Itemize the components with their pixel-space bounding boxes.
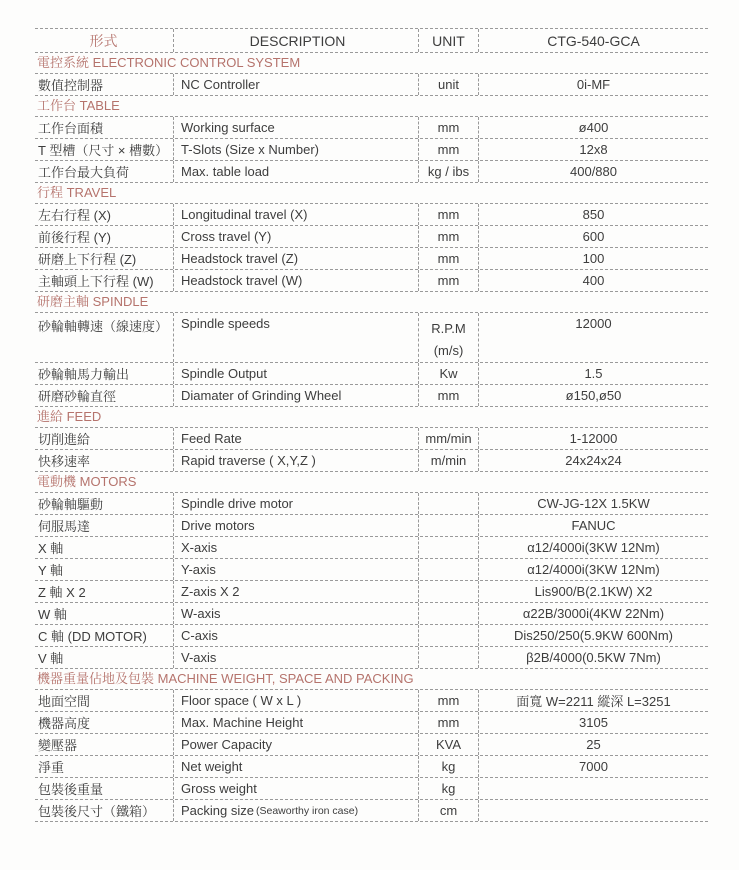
table-row bbox=[35, 493, 708, 515]
row-unit: mm bbox=[418, 270, 478, 291]
row-label-zh: T 型槽（尺寸 × 槽數） bbox=[38, 143, 169, 158]
row-value: 25 bbox=[478, 734, 708, 755]
row-description: Drive motors bbox=[173, 515, 418, 536]
row-description: T-Slots (Size x Number) bbox=[173, 139, 418, 160]
row-description: Feed Rate bbox=[173, 428, 418, 449]
table-row bbox=[35, 270, 708, 292]
row-label-zh: 砂輪軸驅動 bbox=[38, 497, 104, 512]
row-unit: mm bbox=[418, 226, 478, 247]
row-value: 0i-MF bbox=[478, 74, 708, 95]
row-value: Lis900/B(2.1KW) X2 bbox=[478, 581, 708, 602]
row-description: Rapid traverse ( X,Y,Z ) bbox=[173, 450, 418, 471]
row-description: Longitudinal travel (X) bbox=[173, 204, 418, 225]
row-label-zh: Z 軸 X 2 bbox=[38, 585, 86, 600]
table-row bbox=[35, 74, 708, 96]
row-value bbox=[478, 778, 708, 799]
row-value bbox=[478, 800, 708, 821]
row-label-zh: 包裝後重量 bbox=[38, 782, 104, 797]
row-unit: mm/min bbox=[418, 428, 478, 449]
row-unit: mm bbox=[418, 712, 478, 733]
row-value: 面寬 W=2211 縱深 L=3251 bbox=[478, 690, 708, 711]
row-label-zh: 前後行程 (Y) bbox=[38, 230, 111, 245]
row-value: FANUC bbox=[478, 515, 708, 536]
row-description: Floor space ( W x L ) bbox=[173, 690, 418, 711]
row-unit bbox=[418, 647, 478, 668]
row-value: 24x24x24 bbox=[478, 450, 708, 471]
row-description: Max. Machine Height bbox=[173, 712, 418, 733]
row-unit bbox=[418, 581, 478, 602]
row-unit: R.P.M (m/s) bbox=[418, 313, 478, 362]
row-value: 400/880 bbox=[478, 161, 708, 182]
section-header: 研磨主軸 SPINDLE bbox=[35, 292, 708, 313]
row-description-note: (Seaworthy iron case) bbox=[255, 804, 359, 817]
table-row bbox=[35, 690, 708, 712]
section-header: 電動機 MOTORS bbox=[35, 472, 708, 493]
row-value: 100 bbox=[478, 248, 708, 269]
row-unit: mm bbox=[418, 248, 478, 269]
row-value: 12000 bbox=[478, 313, 708, 362]
row-value: 1.5 bbox=[478, 363, 708, 384]
table-row bbox=[35, 385, 708, 407]
table-row bbox=[35, 625, 708, 647]
row-unit: cm bbox=[418, 800, 478, 821]
row-label-zh: V 軸 bbox=[38, 651, 64, 666]
row-value: 12x8 bbox=[478, 139, 708, 160]
row-description: V-axis bbox=[173, 647, 418, 668]
row-unit bbox=[418, 559, 478, 580]
row-unit: mm bbox=[418, 204, 478, 225]
row-label-zh: X 軸 bbox=[38, 541, 64, 556]
table-row bbox=[35, 450, 708, 472]
row-unit: mm bbox=[418, 117, 478, 138]
row-value: α22B/3000i(4KW 22Nm) bbox=[478, 603, 708, 624]
row-value: β2B/4000(0.5KW 7Nm) bbox=[478, 647, 708, 668]
row-label-zh: 快移速率 bbox=[38, 454, 91, 469]
row-label-zh: 包裝後尺寸（鐵箱） bbox=[38, 804, 156, 819]
row-unit: unit bbox=[418, 74, 478, 95]
row-description: Packing size (Seaworthy iron case) bbox=[173, 800, 418, 821]
row-unit: mm bbox=[418, 385, 478, 406]
row-unit: Kw bbox=[418, 363, 478, 384]
section-header: 行程 TRAVEL bbox=[35, 183, 708, 204]
row-value: CW-JG-12X 1.5KW bbox=[478, 493, 708, 514]
row-description: Headstock travel (W) bbox=[173, 270, 418, 291]
row-description: Spindle drive motor bbox=[173, 493, 418, 514]
row-description: Headstock travel (Z) bbox=[173, 248, 418, 269]
row-value: 1-12000 bbox=[478, 428, 708, 449]
section-header: 機器重量佔地及包裝 MACHINE WEIGHT, SPACE AND PACKING bbox=[35, 669, 708, 690]
row-value: Dis250/250(5.9KW 600Nm) bbox=[478, 625, 708, 646]
row-label-zh: 伺服馬達 bbox=[38, 519, 91, 534]
row-value: α12/4000i(3KW 12Nm) bbox=[478, 537, 708, 558]
row-description: Spindle Output bbox=[173, 363, 418, 384]
table-row bbox=[35, 161, 708, 183]
row-unit: mm bbox=[418, 139, 478, 160]
row-description: Working surface bbox=[173, 117, 418, 138]
row-value: 400 bbox=[478, 270, 708, 291]
row-label-zh: 砂輪軸馬力輸出 bbox=[38, 367, 130, 382]
row-label-zh: C 軸 (DD MOTOR) bbox=[38, 629, 147, 644]
table-row bbox=[35, 647, 708, 669]
table-row bbox=[35, 313, 708, 363]
row-description: Gross weight bbox=[173, 778, 418, 799]
row-unit: mm bbox=[418, 690, 478, 711]
row-unit bbox=[418, 515, 478, 536]
row-description: Net weight bbox=[173, 756, 418, 777]
table-row bbox=[35, 428, 708, 450]
row-description: Spindle speeds bbox=[173, 313, 418, 362]
table-row bbox=[35, 363, 708, 385]
row-label-zh: 地面空間 bbox=[38, 694, 91, 709]
header-model-value: CTG-540-GCA bbox=[478, 29, 708, 52]
header-model-label: 形式 bbox=[89, 32, 118, 49]
row-unit bbox=[418, 537, 478, 558]
row-value: 600 bbox=[478, 226, 708, 247]
row-unit: kg bbox=[418, 756, 478, 777]
row-label-zh: Y 軸 bbox=[38, 563, 64, 578]
row-label-zh: 變壓器 bbox=[38, 738, 78, 753]
table-row bbox=[35, 139, 708, 161]
row-unit: KVA bbox=[418, 734, 478, 755]
table-row bbox=[35, 778, 708, 800]
row-label-zh: 工作台最大負荷 bbox=[38, 165, 130, 180]
row-description: Max. table load bbox=[173, 161, 418, 182]
table-row bbox=[35, 537, 708, 559]
row-label-zh: 機器高度 bbox=[38, 716, 91, 731]
table-row bbox=[35, 559, 708, 581]
row-label-zh: 研磨上下行程 (Z) bbox=[38, 252, 137, 267]
row-value: ø150,ø50 bbox=[478, 385, 708, 406]
row-value: 3105 bbox=[478, 712, 708, 733]
row-label-zh: 數值控制器 bbox=[38, 78, 104, 93]
row-value: α12/4000i(3KW 12Nm) bbox=[478, 559, 708, 580]
row-description: Diamater of Grinding Wheel bbox=[173, 385, 418, 406]
row-description: Power Capacity bbox=[173, 734, 418, 755]
section-header: 工作台 TABLE bbox=[35, 96, 708, 117]
row-value: ø400 bbox=[478, 117, 708, 138]
row-unit: kg / ibs bbox=[418, 161, 478, 182]
table-header-row bbox=[35, 29, 708, 53]
row-unit: m/min bbox=[418, 450, 478, 471]
row-label-zh: 主軸頭上下行程 (W) bbox=[38, 274, 154, 289]
section-header: 電控系統 ELECTRONIC CONTROL SYSTEM bbox=[35, 53, 708, 74]
table-row bbox=[35, 226, 708, 248]
section-header: 進給 FEED bbox=[35, 407, 708, 428]
row-description: NC Controller bbox=[173, 74, 418, 95]
row-description: W-axis bbox=[173, 603, 418, 624]
row-unit bbox=[418, 603, 478, 624]
row-description: Cross travel (Y) bbox=[173, 226, 418, 247]
row-unit bbox=[418, 493, 478, 514]
row-label-zh: 砂輪軸轉速（線速度） bbox=[38, 319, 169, 334]
row-description: Z-axis X 2 bbox=[173, 581, 418, 602]
header-description-label: DESCRIPTION bbox=[173, 29, 418, 52]
row-label-zh: 工作台面積 bbox=[38, 121, 104, 136]
table-row bbox=[35, 734, 708, 756]
table-row bbox=[35, 800, 708, 822]
row-description: X-axis bbox=[173, 537, 418, 558]
machine-spec-table bbox=[35, 28, 708, 822]
header-unit-label: UNIT bbox=[418, 29, 478, 52]
row-label-zh: W 軸 bbox=[38, 607, 67, 622]
table-row bbox=[35, 712, 708, 734]
row-unit bbox=[418, 625, 478, 646]
table-row bbox=[35, 756, 708, 778]
table-row bbox=[35, 515, 708, 537]
row-label-zh: 研磨砂輪直徑 bbox=[38, 389, 117, 404]
table-row bbox=[35, 117, 708, 139]
row-label-zh: 左右行程 (X) bbox=[38, 208, 111, 223]
row-value: 850 bbox=[478, 204, 708, 225]
row-description: C-axis bbox=[173, 625, 418, 646]
row-value: 7000 bbox=[478, 756, 708, 777]
row-label-zh: 切削進給 bbox=[38, 432, 91, 447]
table-row bbox=[35, 603, 708, 625]
row-description: Y-axis bbox=[173, 559, 418, 580]
table-row bbox=[35, 204, 708, 226]
row-label-zh: 淨重 bbox=[38, 760, 65, 775]
table-row bbox=[35, 581, 708, 603]
row-unit: kg bbox=[418, 778, 478, 799]
table-row bbox=[35, 248, 708, 270]
